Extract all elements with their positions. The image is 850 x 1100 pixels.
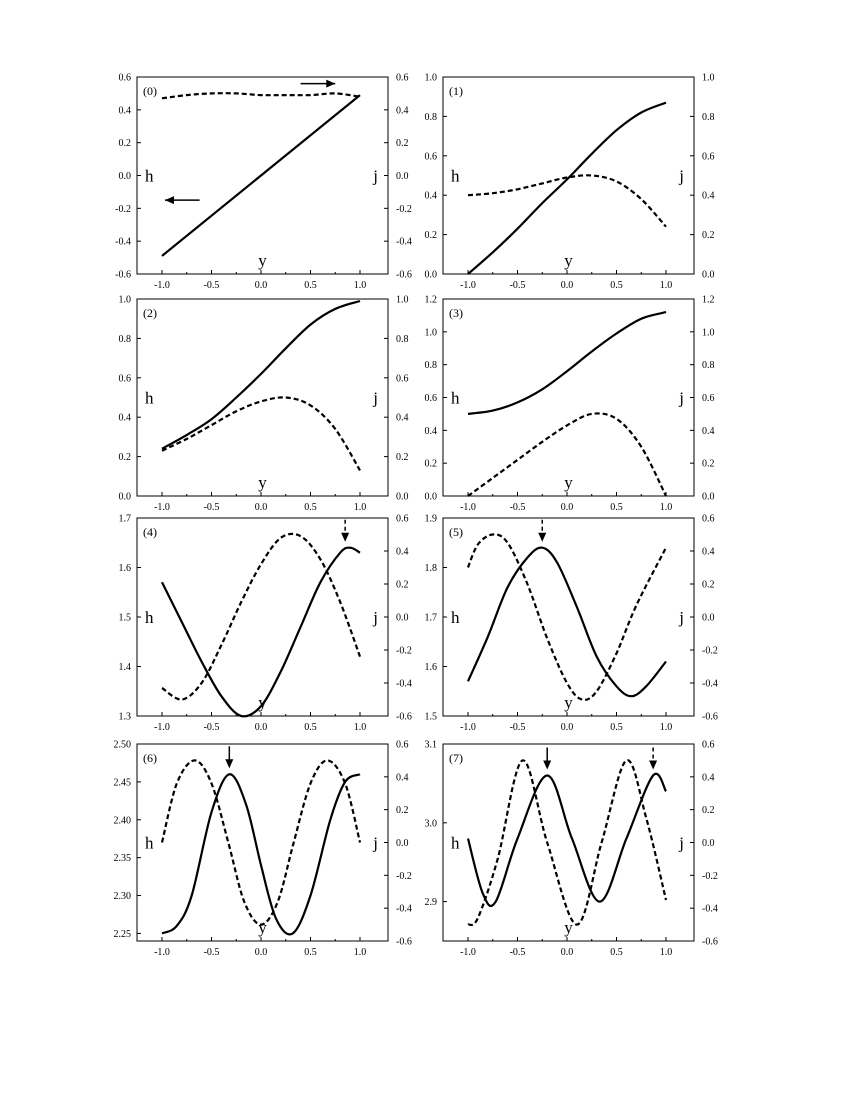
y2-tick-label: 0.6 [396, 373, 409, 385]
y-tick-label: 1.8 [424, 563, 437, 574]
x-tick-label: 0.0 [254, 947, 268, 958]
y2-tick-label: 0.2 [702, 579, 715, 591]
chart-panel-7 [425, 740, 718, 959]
y2-tick-label: 0.6 [396, 72, 409, 84]
x-axis-label: y [258, 251, 267, 270]
y2-tick-label: -0.4 [702, 903, 718, 915]
y2-tick-label: -0.2 [396, 870, 412, 882]
x-tick-label: 0.5 [304, 502, 317, 513]
plot-frame [443, 299, 694, 496]
arrow-head [165, 196, 174, 204]
x-tick-label: -0.5 [509, 947, 526, 958]
series-line-dashed [162, 760, 360, 924]
plot-frame [137, 744, 388, 941]
y-tick-label: 2.45 [113, 777, 131, 789]
arrow-head [326, 80, 335, 88]
arrow-head [649, 761, 657, 770]
y2-tick-label: -0.6 [396, 269, 412, 281]
x-tick-label: -1.0 [460, 502, 476, 513]
panel-label: (1) [449, 84, 463, 98]
panel-label: (7) [449, 751, 463, 765]
y-tick-label: 2.40 [113, 815, 131, 827]
x-tick-label: 0.0 [560, 722, 574, 733]
y-tick-label: 3.0 [424, 818, 437, 830]
x-tick-label: 0.5 [304, 947, 317, 958]
y-tick-label: 2.35 [113, 853, 131, 865]
y-tick-label: 2.30 [113, 891, 131, 903]
y2-tick-label: 0.8 [702, 360, 715, 372]
chart-panel-6 [114, 740, 412, 959]
y2-axis-label: j [679, 388, 684, 408]
y-axis-label: h [145, 608, 154, 627]
series-line-dashed [162, 534, 360, 700]
chart-panel-2 [119, 295, 409, 514]
x-tick-label: 0.5 [610, 502, 623, 513]
x-tick-label: 1.0 [659, 502, 673, 513]
x-axis-label: y [564, 693, 573, 712]
x-tick-label: -0.5 [509, 280, 526, 291]
y-axis-label: h [451, 608, 460, 627]
series-line-dashed [468, 760, 666, 925]
y2-tick-label: 0.2 [396, 452, 409, 464]
y-tick-label: 1.0 [118, 294, 131, 306]
x-tick-label: 0.0 [254, 280, 268, 291]
chart-panel-1 [425, 73, 715, 292]
x-tick-label: 0.0 [560, 280, 574, 291]
y2-tick-label: 0.6 [702, 393, 715, 404]
y-axis-label: h [451, 388, 460, 408]
y-tick-label: 1.6 [424, 662, 437, 673]
series-line-dashed [162, 93, 360, 98]
x-tick-label: -0.5 [203, 722, 220, 733]
y2-tick-label: 0.6 [396, 513, 409, 525]
y-tick-label: 2.50 [113, 739, 131, 751]
x-axis-label: y [564, 473, 573, 492]
y-tick-label: 1.4 [118, 662, 131, 673]
y-tick-label: -0.4 [115, 236, 131, 248]
y-tick-label: 0.2 [424, 458, 437, 470]
y2-tick-label: 0.2 [702, 458, 715, 470]
y2-tick-label: -0.2 [396, 203, 412, 215]
series-line-solid [162, 95, 360, 256]
series-line-solid [468, 548, 666, 697]
chart-panel-3 [425, 295, 715, 514]
y-axis-label: h [451, 833, 460, 853]
y-axis-label: h [145, 166, 154, 186]
y-tick-label: 1.7 [118, 513, 131, 525]
y-tick-label: 0.6 [118, 373, 131, 385]
x-axis-label: y [258, 918, 267, 937]
y-tick-label: 1.0 [424, 72, 437, 84]
y2-tick-label: 0.4 [702, 546, 715, 558]
y2-tick-label: 0.4 [702, 772, 715, 784]
y-tick-label: 0.6 [424, 151, 437, 163]
y2-tick-label: 1.0 [702, 72, 715, 84]
arrow-head [225, 759, 233, 768]
y2-tick-label: -0.4 [396, 903, 412, 915]
y2-tick-label: -0.2 [396, 645, 412, 657]
y2-tick-label: -0.2 [702, 645, 718, 657]
arrow-head [543, 761, 551, 770]
y-tick-label: 0.8 [118, 333, 131, 345]
panel-label: (4) [143, 525, 157, 539]
x-tick-label: -1.0 [154, 502, 170, 513]
y-tick-label: 0.8 [424, 360, 437, 372]
x-tick-label: 0.0 [560, 947, 574, 958]
y-tick-label: 2.25 [113, 928, 131, 940]
y2-tick-label: 0.0 [396, 171, 409, 182]
y2-tick-label: 0.2 [702, 805, 715, 817]
y2-tick-label: 1.0 [396, 294, 409, 306]
panel-label: (5) [449, 525, 463, 539]
x-tick-label: -1.0 [154, 280, 170, 291]
x-tick-label: -1.0 [460, 280, 476, 291]
y2-tick-label: 0.8 [702, 111, 715, 123]
y2-axis-label: j [679, 608, 684, 627]
y2-axis-label: j [373, 833, 378, 853]
x-tick-label: 1.0 [659, 947, 673, 958]
x-tick-label: -1.0 [154, 722, 170, 733]
y2-tick-label: 0.2 [396, 138, 409, 150]
x-tick-label: -0.5 [203, 280, 220, 291]
y-tick-label: 0.2 [118, 138, 131, 150]
y2-tick-label: 0.0 [396, 612, 409, 624]
y2-tick-label: 0.0 [702, 838, 715, 849]
x-tick-label: -1.0 [460, 722, 476, 733]
series-line-solid [162, 774, 360, 934]
panel-label: (6) [143, 751, 157, 765]
series-line-dashed [162, 397, 360, 470]
y-tick-label: 0.2 [118, 452, 131, 464]
y2-tick-label: 0.4 [702, 190, 715, 202]
y-tick-label: 0.0 [424, 491, 437, 503]
arrow-head [341, 533, 349, 542]
y-tick-label: 1.3 [118, 711, 131, 723]
series-line-solid [468, 774, 666, 906]
y-tick-label: 0.0 [424, 269, 437, 281]
series-line-dashed [468, 175, 666, 226]
x-tick-label: 1.0 [659, 280, 673, 291]
y2-tick-label: 0.6 [702, 739, 715, 751]
y2-tick-label: 0.0 [396, 838, 409, 849]
series-line-solid [162, 548, 360, 717]
y-tick-label: 0.0 [118, 491, 131, 503]
y-axis-label: h [145, 388, 154, 408]
panel-label: (3) [449, 306, 463, 320]
x-tick-label: 0.5 [610, 947, 623, 958]
x-tick-label: -0.5 [203, 947, 220, 958]
y-tick-label: 0.6 [424, 393, 437, 404]
y2-tick-label: 0.4 [702, 425, 715, 437]
x-axis-label: y [258, 473, 267, 492]
x-tick-label: -1.0 [460, 947, 476, 958]
y2-tick-label: -0.6 [702, 711, 718, 723]
y-tick-label: 1.0 [424, 327, 437, 339]
y2-axis-label: j [679, 166, 684, 186]
panel-label: (2) [143, 306, 157, 320]
y-tick-label: 0.6 [118, 72, 131, 84]
series-line-solid [468, 103, 666, 274]
chart-panel-4 [119, 514, 412, 734]
x-axis-label: y [564, 918, 573, 937]
x-tick-label: 0.0 [254, 502, 268, 513]
x-tick-label: -0.5 [509, 722, 526, 733]
x-tick-label: 1.0 [659, 722, 673, 733]
y-tick-label: 0.2 [424, 230, 437, 242]
y2-tick-label: -0.4 [396, 236, 412, 248]
y-tick-label: 1.5 [118, 612, 131, 624]
y2-tick-label: 0.2 [702, 230, 715, 242]
x-tick-label: 0.0 [254, 722, 268, 733]
y2-tick-label: -0.4 [702, 678, 718, 690]
chart-panel-0 [115, 73, 412, 292]
y2-tick-label: 0.2 [396, 805, 409, 817]
series-line-solid [468, 312, 666, 414]
x-tick-label: 0.5 [304, 722, 317, 733]
y2-tick-label: -0.6 [396, 936, 412, 948]
y2-tick-label: 0.8 [396, 333, 409, 345]
x-tick-label: 1.0 [353, 947, 367, 958]
y-tick-label: -0.6 [115, 269, 131, 281]
y2-tick-label: 0.6 [396, 739, 409, 751]
y2-tick-label: 0.0 [702, 269, 715, 281]
y2-tick-label: 0.2 [396, 579, 409, 591]
y-axis-label: h [451, 166, 460, 186]
y2-tick-label: 0.0 [702, 612, 715, 624]
y2-tick-label: 1.0 [702, 327, 715, 339]
y2-tick-label: 0.4 [396, 105, 409, 117]
y-tick-label: 0.4 [424, 425, 437, 437]
y-tick-label: 0.4 [118, 412, 131, 424]
chart-panel-5 [425, 514, 718, 734]
x-tick-label: 0.0 [560, 502, 574, 513]
y-tick-label: 3.1 [424, 739, 437, 751]
x-tick-label: 0.5 [304, 280, 317, 291]
series-line-solid [162, 301, 360, 449]
y-tick-label: 1.7 [424, 612, 437, 624]
x-tick-label: -1.0 [154, 947, 170, 958]
y-tick-label: 0.4 [118, 105, 131, 117]
panel-label: (0) [143, 84, 157, 98]
x-tick-label: 1.0 [353, 280, 367, 291]
y2-tick-label: 0.4 [396, 772, 409, 784]
x-tick-label: 0.5 [610, 280, 623, 291]
x-tick-label: 0.5 [610, 722, 623, 733]
x-tick-label: -0.5 [203, 502, 220, 513]
y-tick-label: 1.9 [424, 513, 437, 525]
y2-axis-label: j [373, 166, 378, 186]
x-axis-label: y [564, 251, 573, 270]
y2-tick-label: -0.6 [396, 711, 412, 723]
y2-tick-label: 0.0 [396, 491, 409, 503]
y2-axis-label: j [679, 833, 684, 853]
y-tick-label: 1.2 [424, 294, 437, 306]
y2-tick-label: 0.4 [396, 412, 409, 424]
series-line-dashed [468, 534, 666, 699]
y-tick-label: 0.0 [118, 171, 131, 182]
plot-frame [137, 299, 388, 496]
y2-tick-label: -0.2 [702, 870, 718, 882]
x-tick-label: 1.0 [353, 722, 367, 733]
y2-tick-label: 0.6 [702, 151, 715, 163]
y-tick-label: 1.6 [118, 563, 131, 574]
x-tick-label: 1.0 [353, 502, 367, 513]
y-tick-label: 0.8 [424, 111, 437, 123]
y2-tick-label: 1.2 [702, 294, 715, 306]
y-tick-label: 0.4 [424, 190, 437, 202]
y2-tick-label: 0.4 [396, 546, 409, 558]
arrow-head [538, 533, 546, 542]
x-axis-label: y [258, 693, 267, 712]
y2-axis-label: j [373, 388, 378, 408]
y2-tick-label: -0.4 [396, 678, 412, 690]
y2-tick-label: -0.6 [702, 936, 718, 948]
y-axis-label: h [145, 833, 154, 853]
y2-axis-label: j [373, 608, 378, 627]
x-tick-label: -0.5 [509, 502, 526, 513]
y-tick-label: 1.5 [424, 711, 437, 723]
y-tick-label: -0.2 [115, 203, 131, 215]
y2-tick-label: 0.0 [702, 491, 715, 503]
y-tick-label: 2.9 [424, 897, 437, 909]
y2-tick-label: 0.6 [702, 513, 715, 525]
